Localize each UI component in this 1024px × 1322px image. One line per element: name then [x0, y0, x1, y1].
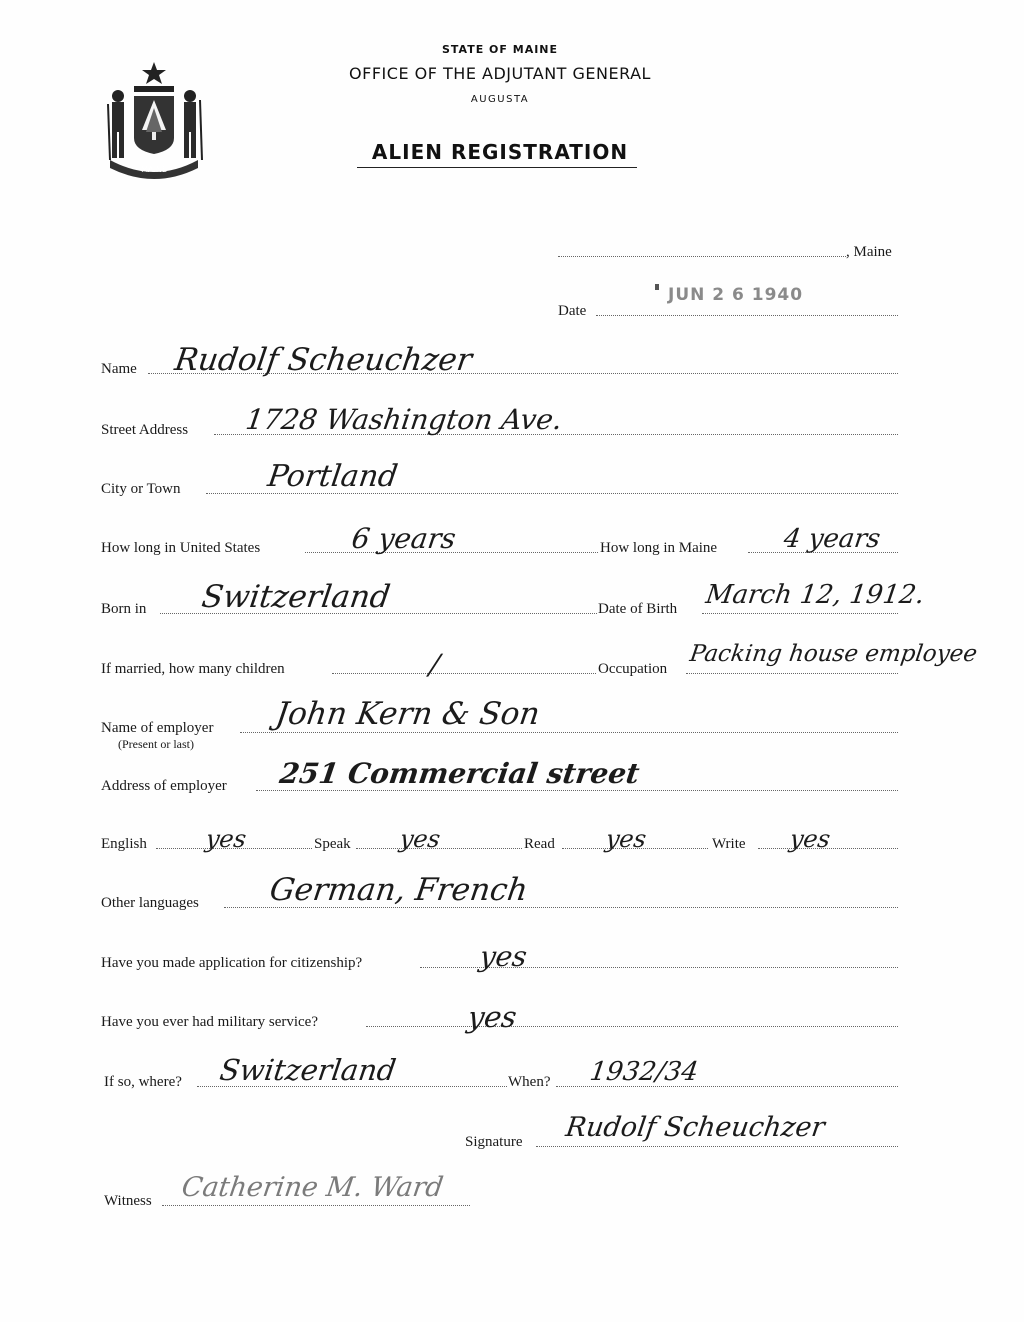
street-label: Street Address: [101, 422, 189, 438]
children-value: /: [427, 648, 442, 681]
citizenship-value: yes: [477, 940, 530, 973]
english-value: yes: [204, 825, 249, 853]
place-line: [558, 256, 846, 257]
military-line: [366, 1026, 898, 1027]
english-label: English: [101, 836, 147, 852]
write-label: Write: [712, 836, 746, 852]
witness-line: [162, 1205, 470, 1206]
military-value: yes: [465, 1000, 519, 1034]
signature-label: Signature: [465, 1134, 523, 1150]
maine-years-value: 4 years: [781, 524, 883, 554]
employer-label: Name of employer: [101, 720, 214, 736]
born-value: Switzerland: [199, 579, 393, 615]
employer-value: John Kern & Son: [273, 696, 543, 732]
maine-state-seal: [100, 60, 208, 180]
employer-address-label: Address of employer: [101, 778, 227, 794]
name-label: Name: [101, 361, 137, 377]
read-label: Read: [524, 836, 555, 852]
speak-line: [356, 848, 522, 849]
occupation-value: Packing house employee: [688, 641, 979, 667]
speak-value: yes: [398, 825, 443, 853]
military-label: Have you ever had military service?: [101, 1014, 318, 1030]
name-value: Rudolf Scheuchzer: [172, 342, 475, 378]
maine-suffix-label: , Maine: [846, 244, 892, 260]
speak-label: Speak: [314, 836, 351, 852]
state-heading: STATE OF MAINE: [441, 43, 559, 56]
street-value: 1728 Washington Ave.: [243, 403, 565, 436]
employer-line: [240, 732, 898, 733]
employer-address-value: 251 Commercial street: [277, 757, 642, 790]
dob-line: [702, 613, 898, 614]
seal-text: MAINE: [141, 165, 167, 174]
write-value: yes: [788, 825, 833, 853]
occupation-line: [686, 673, 898, 674]
maine-years-label: How long in Maine: [600, 540, 718, 556]
other-languages-label: Other languages: [101, 895, 199, 911]
city-heading: AUGUSTA: [470, 94, 530, 105]
signature-line: [536, 1146, 898, 1147]
dob-value: March 12, 1912.: [703, 580, 927, 610]
date-stamp: JUN 2 6 1940: [668, 285, 804, 305]
us-years-value: 6 years: [349, 522, 458, 555]
date-line: [596, 315, 898, 316]
form-title: ALIEN REGISTRATION: [371, 140, 629, 164]
city-label: City or Town: [101, 481, 181, 497]
read-value: yes: [604, 825, 649, 853]
dob-label: Date of Birth: [598, 601, 678, 617]
occupation-label: Occupation: [598, 661, 668, 677]
date-label: Date: [558, 303, 587, 319]
children-label: If married, how many children: [101, 661, 285, 677]
when-label: When?: [508, 1074, 551, 1090]
signature-value: Rudolf Scheuchzer: [563, 1112, 827, 1143]
other-languages-value: German, French: [267, 872, 530, 908]
us-years-label: How long in United States: [101, 540, 261, 556]
witness-value: Catherine M. Ward: [179, 1172, 446, 1203]
children-line: [332, 673, 596, 674]
stamp-mark: [655, 284, 659, 290]
where-value: Switzerland: [217, 1053, 399, 1087]
office-heading: OFFICE OF THE ADJUTANT GENERAL: [349, 64, 651, 83]
citizenship-label: Have you made application for citizenship?: [101, 955, 363, 971]
city-value: Portland: [265, 459, 400, 494]
when-value: 1932/34: [587, 1057, 701, 1087]
title-underline: [357, 167, 637, 168]
employer-note: (Present or last): [118, 737, 194, 751]
born-label: Born in: [101, 601, 147, 617]
employer-address-line: [256, 790, 898, 791]
witness-label: Witness: [104, 1193, 152, 1209]
where-label: If so, where?: [104, 1074, 182, 1090]
